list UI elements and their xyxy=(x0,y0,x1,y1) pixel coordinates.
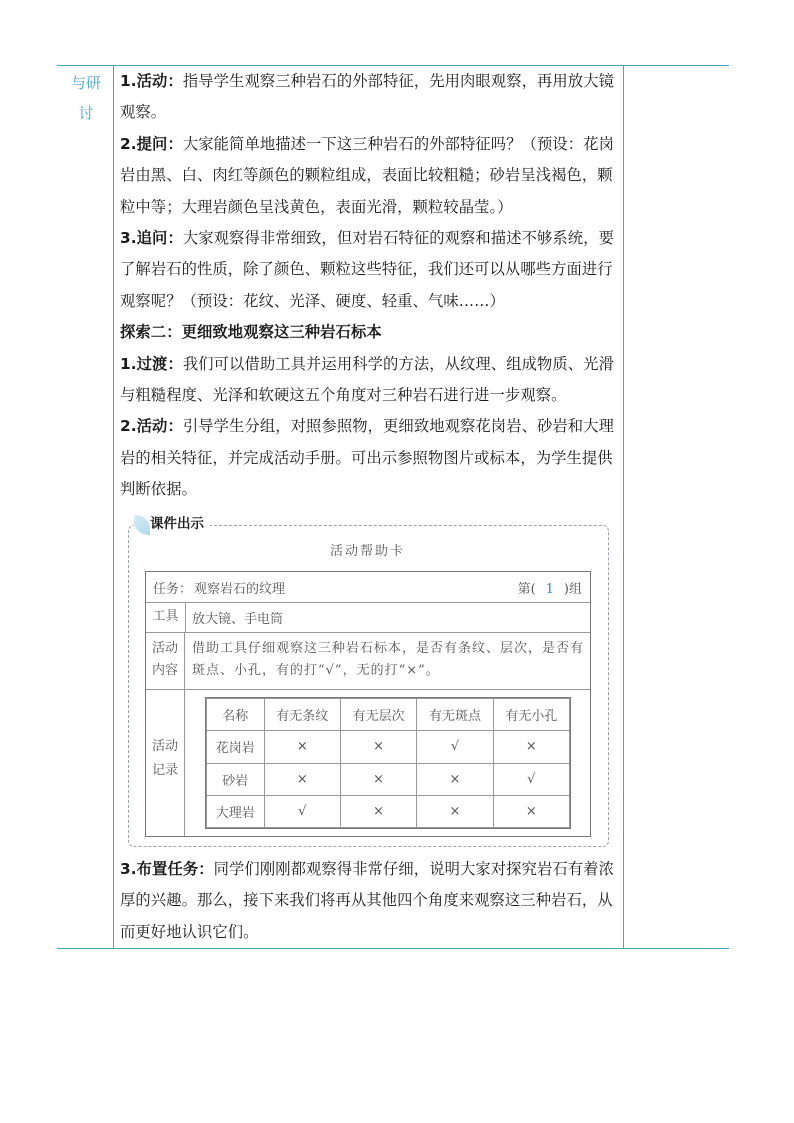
paragraph-text: 同学们刚刚都观察得非常仔细，说明大家对探究岩石有着浓厚的兴趣。那么，接下来我们将再从其他四个角度来观察这三种岩石，从而更好地认识它们。 xyxy=(120,860,614,941)
courseware-tab-label: 课件出示 xyxy=(150,516,204,532)
table-row xyxy=(207,763,570,795)
mark-cell: × xyxy=(417,763,493,795)
paragraph-lead: 3.追问： xyxy=(120,229,183,248)
group-suffix: )组 xyxy=(563,582,582,597)
task-text: 观察岩石的纹理 xyxy=(194,582,286,597)
content-label-line-2: 内容 xyxy=(151,663,178,678)
content-label-line-1: 活动 xyxy=(151,641,178,656)
leaf-icon xyxy=(134,515,150,535)
paragraph-activity-2 xyxy=(120,411,618,505)
final-content xyxy=(120,854,618,948)
record-header-row xyxy=(207,699,570,731)
task-label: 任务： xyxy=(153,582,193,597)
mark-cell: × xyxy=(417,795,493,827)
paragraph-text: 大家观察得非常细致，但对岩石特征的观察和描述不够系统，要了解岩石的性质，除了颜色、颗粒这些特征，我们还可以从哪些方面进行观察呢？（预设：花纹、光泽、硬度、轻重、气味……） xyxy=(120,229,614,310)
paragraph-lead: 1.活动： xyxy=(120,72,183,90)
header-stripes: 有无条纹 xyxy=(264,699,340,731)
paragraph-activity-1 xyxy=(120,66,618,129)
paragraph-question xyxy=(120,129,618,223)
courseware-tab xyxy=(134,513,210,535)
record-label-line-2: 记录 xyxy=(151,763,178,778)
mark-cell: × xyxy=(340,731,416,763)
mark-cell: × xyxy=(340,763,416,795)
card-row-content xyxy=(146,632,590,690)
mark-cell: × xyxy=(493,795,569,827)
paragraph-text: 我们可以借助工具并运用科学的方法，从纹理、组成物质、光滑与粗糙程度、光泽和软硬这五个角度对三种岩石进行进一步观察。 xyxy=(120,354,614,405)
header-layers: 有无层次 xyxy=(340,699,416,731)
mark-cell: √ xyxy=(417,731,493,763)
record-table xyxy=(205,697,571,829)
mark-cell: × xyxy=(264,731,340,763)
paragraph-assign-task xyxy=(120,854,618,948)
stage-label xyxy=(62,68,110,128)
record-label xyxy=(146,689,185,836)
table-col-divider-1 xyxy=(113,65,114,949)
rock-name: 大理岩 xyxy=(207,795,265,827)
mark-cell: × xyxy=(264,763,340,795)
table-row xyxy=(207,795,570,827)
paragraph-followup xyxy=(120,223,618,317)
paragraph-text: 指导学生观察三种岩石的外部特征，先用肉眼观察，再用放大镜观察。 xyxy=(120,72,614,122)
table-col-divider-2 xyxy=(623,65,624,949)
card-title: 活动帮助卡 xyxy=(329,544,405,559)
rock-name: 花岗岩 xyxy=(207,731,265,763)
mark-cell: √ xyxy=(493,763,569,795)
tool-label: 工具 xyxy=(146,602,186,632)
header-holes: 有无小孔 xyxy=(493,699,569,731)
paragraph-lead: 2.活动： xyxy=(120,417,183,436)
content-text: 借助工具仔细观察这三种岩石标本，是否有条纹、层次，是否有斑点、小孔，有的打“√”，无的打“×”。 xyxy=(192,641,585,678)
section-heading-explore-2 xyxy=(120,317,618,348)
stage-label-line-1: 与研 xyxy=(70,74,101,92)
group-number xyxy=(518,578,582,597)
card-row-tools xyxy=(146,602,590,633)
tool-text: 放大镜、手电筒 xyxy=(192,612,284,627)
header-name: 名称 xyxy=(207,699,265,731)
header-spots: 有无斑点 xyxy=(417,699,493,731)
mark-cell: √ xyxy=(264,795,340,827)
paragraph-lead: 3.布置任务： xyxy=(120,860,214,878)
group-num: 1 xyxy=(545,582,554,597)
content-label xyxy=(146,632,185,689)
paragraph-lead: 2.提问： xyxy=(120,134,183,153)
paragraph-lead: 1.过渡： xyxy=(120,354,183,373)
paragraph-text: 引导学生分组，对照参照物，更细致地观察花岗岩、砂岩和大理岩的相关特征，并完成活动手册。可出示参照物图片或标本，为学生提供判断依据。 xyxy=(120,417,614,499)
activity-help-card xyxy=(145,571,591,837)
stage-label-line-2: 讨 xyxy=(78,104,94,122)
record-label-line-1: 活动 xyxy=(151,739,178,754)
table-row xyxy=(207,731,570,763)
rock-name: 砂岩 xyxy=(207,763,265,795)
paragraph-transition xyxy=(120,349,618,412)
mark-cell: × xyxy=(340,795,416,827)
card-row-task xyxy=(146,572,590,603)
section-heading: 探索二：更细致地观察这三种岩石标本 xyxy=(120,323,382,342)
paragraph-text: 大家能简单地描述一下这三种岩石的外部特征吗？（预设：花岗岩由黑、白、肉红等颜色的颗粒组成，表面比较粗糙；砂岩呈浅褐色，颗粒中等；大理岩颜色呈浅黄色，表面光滑，颗粒较晶莹。） xyxy=(120,134,614,216)
lesson-content xyxy=(120,66,618,506)
mark-cell: × xyxy=(493,731,569,763)
group-prefix: 第( xyxy=(517,582,536,597)
